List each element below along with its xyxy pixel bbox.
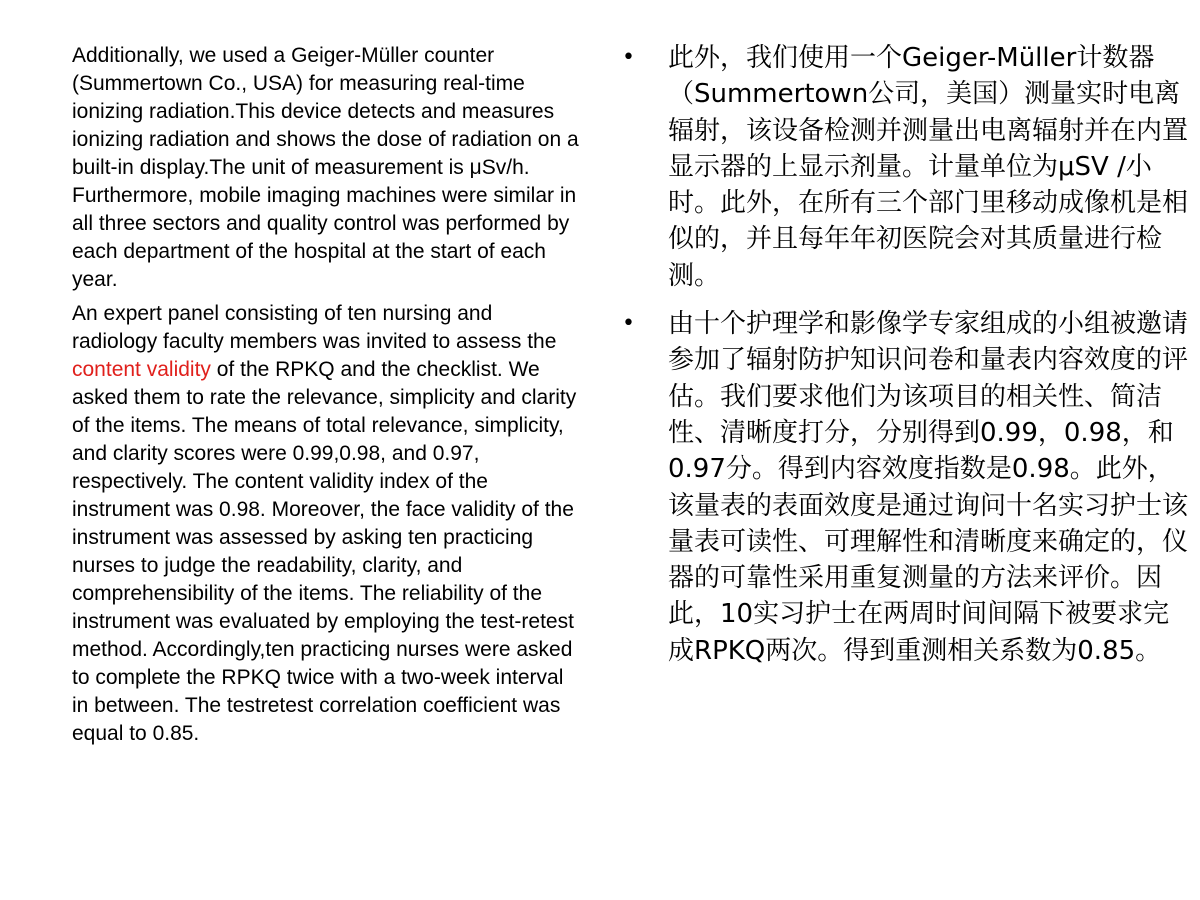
chinese-text-column <box>618 40 1188 681</box>
english-paragraph-1: Additionally, we used a Geiger-Müller counter (Summertown Co., USA) for measuring real-time ionizing radiation.This device detects and measures ionizing radiation and shows the dose of radiation on a built-in display.The unit of measurement is μSv/h. Furthermore, mobile imaging machines were similar in all three sectors and quality control was performed by each department of the hospital at the start of each year. <box>72 44 579 291</box>
chinese-bullet-text-1: 此外，我们使用一个Geiger-Müller计数器（Summertown公司，美国）测量实时电离辐射，该设备检测并测量出电离辐射并在内置显示器的上显示剂量。计量单位为μSV /小时。此外，在所有三个部门里移动成像机是相似的，并且每年年初医院会对其质量进行检测。 <box>668 43 1189 291</box>
english-paragraph-2-start: An expert panel consisting of ten nursing and radiology faculty members was invited to assess the <box>72 302 557 353</box>
bullet-icon: • <box>622 311 635 337</box>
english-text-column <box>72 42 582 754</box>
content-validity-highlight: content validity <box>72 358 211 381</box>
chinese-bullet-item-2 <box>618 306 1188 669</box>
chinese-bullet-text-2: 由十个护理学和影像学专家组成的小组被邀请参加了辐射防护知识问卷和量表内容效度的评估。我们要求他们为该项目的相关性、简洁性、清晰度打分，分别得到0.99，0.98，和0.97分。得到内容效度指数是0.98。此外，该量表的表面效度是通过询问十名实习护士该量表可读性、可理解性和清晰度来确定的，仪器的可靠性采用重复测量的方法来评价。因此，10实习护士在两周时间间隔下被要求完成RPKQ两次。得到重测相关系数为0.85。 <box>668 309 1189 666</box>
english-paragraph-2 <box>72 300 582 748</box>
english-paragraph-2-end: of the RPKQ and the checklist. We asked them to rate the relevance, simplicity and clarity of the items. The means of total relevance, simplicity, and clarity scores were 0.99,0.98, and 0.97, respectively. The content validity index of the instrument was 0.98. Moreover, the face validity of the instrument was assessed by asking ten practicing nurses to judge the readability, clarity, and comprehensibility of the items. The reliability of the instrument was evaluated by employing the test-retest method. Accordingly,ten practicing nurses were asked to complete the RPKQ twice with a two-week interval in between. The testretest correlation coefficient was equal to 0.85. <box>72 358 577 745</box>
chinese-bullet-item-1 <box>618 40 1188 294</box>
bullet-icon: • <box>622 45 635 70</box>
